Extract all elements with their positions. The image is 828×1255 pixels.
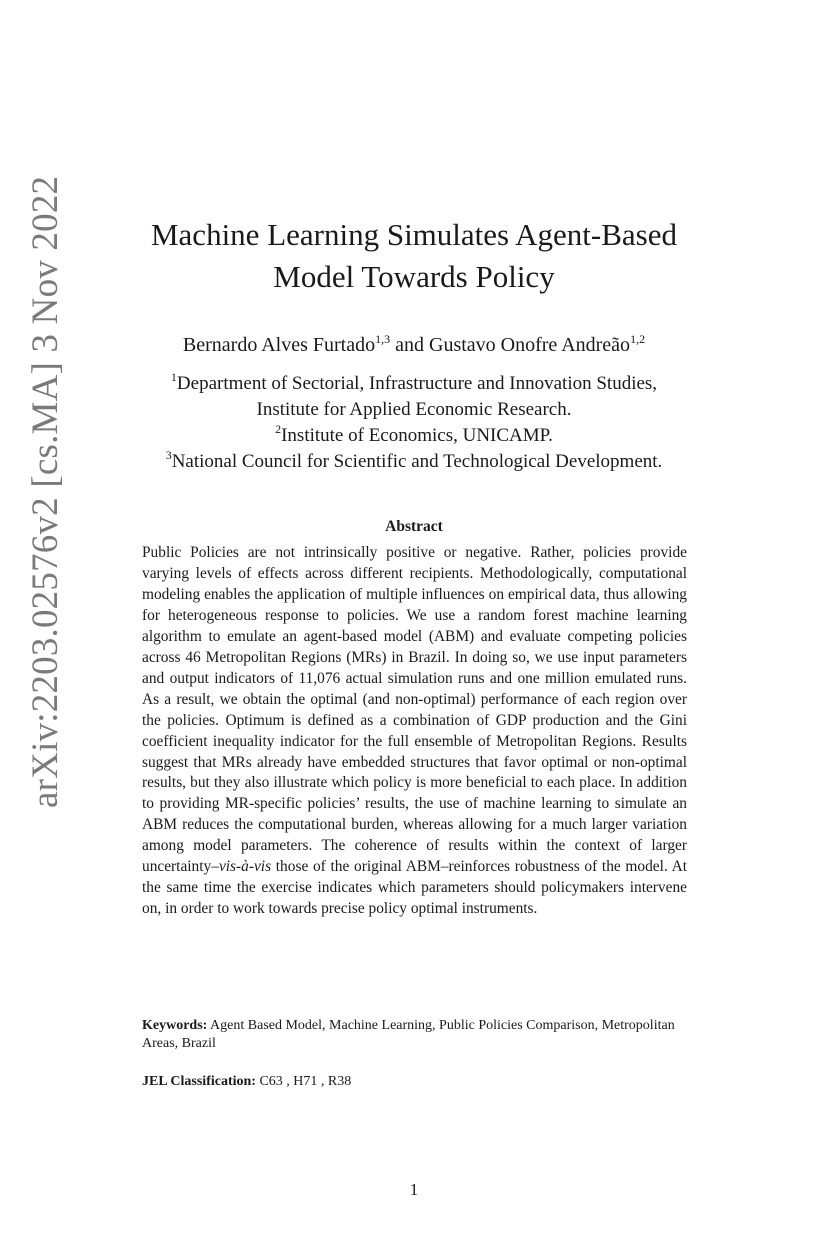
abstract-heading: Abstract xyxy=(385,518,443,535)
affiliation-list xyxy=(0,371,828,475)
abstract-text: Public Policies are not intrinsically positive or negative. Rather, policies provide varying levels of effects across different recipients. Methodologically, computational modeling enables the application of multiple influences on empirical data, thus allowing for heterogeneous response to policies. We use a random forest machine learning algorithm to emulate an agent-based model (ABM) and evaluate competing policies across 46 Metropolitan Regions (MRs) in Brazil. In doing so, we use input parameters and output indicators of 11,076 actual simulation runs and one million emulated runs. As a result, we obtain the optimal (and non-optimal) performance of each region over the policies. Optimum is defined as a combination of GDP production and the Gini coefficient inequality indicator for the full ensemble of Metropolitan Regions. Results suggest that MRs already have embedded structures that favor optimal or non-optimal results, but they also illustrate which policy is more beneficial to each place. In addition to providing MR-specific policies’ results, the use of machine learning to simulate an ABM reduces the computational burden, whereas allowing for a much larger variation among model parameters. The coherence of results within the context of larger uncertainty– xyxy=(142,544,687,876)
author-list xyxy=(0,330,828,360)
keywords-label: Keywords: xyxy=(142,1018,208,1033)
affiliation-marker: 1 xyxy=(170,370,177,384)
affiliation-marker: 2 xyxy=(275,422,282,436)
author-affiliation-marker: 1,3 xyxy=(375,332,391,346)
jel-codes: C63 , H71 , R38 xyxy=(255,1074,352,1089)
keywords-section xyxy=(142,1017,687,1053)
affiliation-text: Institute of Economics, UNICAMP. xyxy=(281,425,553,446)
paper-title xyxy=(0,214,828,298)
abstract-text-continued: those of the original ABM–reinforces robustness of the model. At the same time the exercise indicates which parameters should policymakers intervene on, in order to work towards precise policy optimal instruments. xyxy=(142,858,687,918)
affiliation-item xyxy=(0,423,828,449)
abstract-italic-phrase: vis-à-vis xyxy=(218,858,272,876)
affiliation-item xyxy=(0,449,828,475)
author-conjunction: and xyxy=(395,334,424,356)
author-name: Gustavo Onofre Andreão xyxy=(429,334,631,356)
jel-classification-section xyxy=(142,1073,687,1091)
title-line-2: Model Towards Policy xyxy=(273,259,555,294)
keywords-text: Agent Based Model, Machine Learning, Public Policies Comparison, Metropolitan Areas, Brazil xyxy=(142,1018,675,1051)
affiliation-item xyxy=(0,371,828,397)
title-line-1: Machine Learning Simulates Agent-Based xyxy=(150,217,677,252)
affiliation-text: Department of Sectorial, Infrastructure and Innovation Studies, xyxy=(176,373,658,394)
abstract-body xyxy=(142,543,687,920)
author-name: Bernardo Alves Furtado xyxy=(182,334,376,356)
affiliation-item-continuation: Institute for Applied Economic Research. xyxy=(256,399,572,420)
arxiv-identifier-stamp: arXiv:2203.02576v2 [cs.MA] 3 Nov 2022 xyxy=(25,175,66,808)
affiliation-marker: 3 xyxy=(165,448,172,462)
page-number: 1 xyxy=(409,1180,419,1199)
jel-label: JEL Classification: xyxy=(142,1074,256,1089)
affiliation-text: National Council for Scientific and Technological Development. xyxy=(171,451,663,472)
author-affiliation-marker: 1,2 xyxy=(630,332,646,346)
